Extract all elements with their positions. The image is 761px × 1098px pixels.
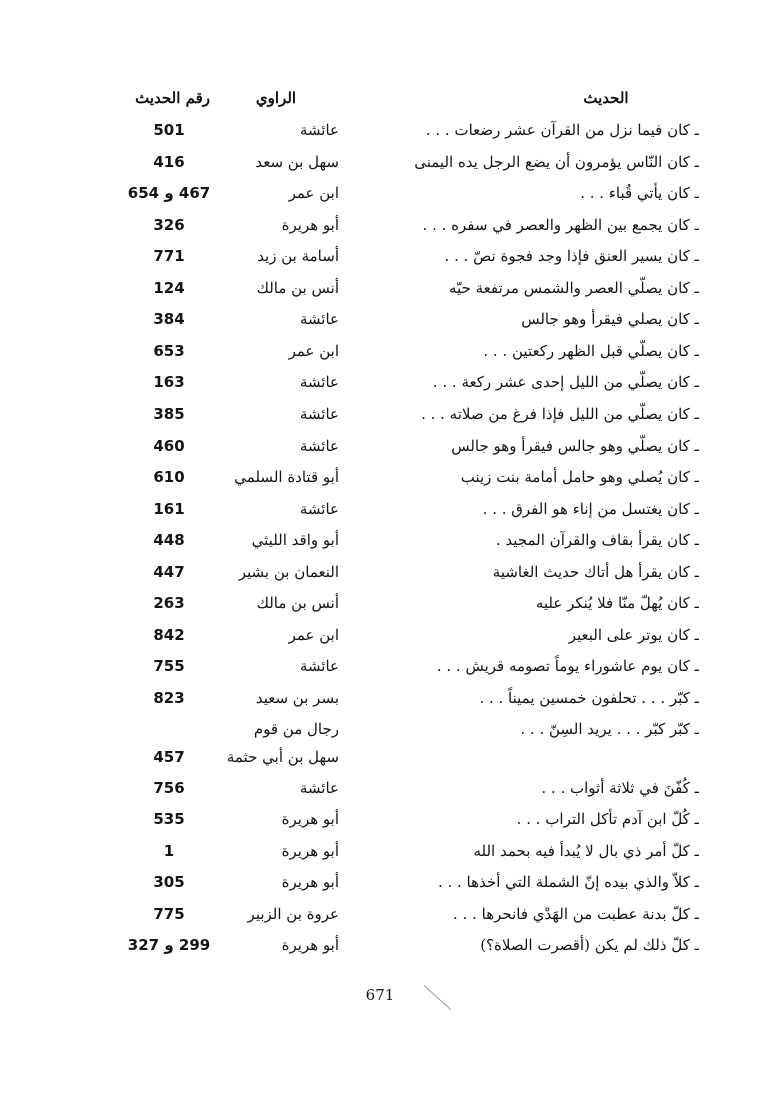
hadith-text: ـ كان يأتي قُباء . . . <box>580 184 699 203</box>
hadith-text: ـ كُلّ ابن آدم تأكل التراب . . . <box>516 810 699 829</box>
table-row <box>0 211 761 239</box>
hadith-text: ـ كان يصلّي من الليل فإذا فرغ من صلاته . . . <box>421 405 699 423</box>
narrator-name: أبو هريرة <box>281 873 339 892</box>
hadith-text: ـ كُفّنَ في ثلاثة أثواب . . . <box>541 778 699 797</box>
hadith-number: 1 <box>163 841 175 860</box>
hadith-number: 755 <box>153 657 185 676</box>
table-row <box>0 526 761 554</box>
hadith-number: 384 <box>153 310 185 329</box>
table-row <box>0 148 761 176</box>
hadith-number: 535 <box>153 810 185 829</box>
hadith-number: 501 <box>153 121 185 139</box>
table-row <box>0 400 761 428</box>
hadith-text: ـ كان يصلّي وهو جالس فيقرأ وهو جالس <box>451 436 699 455</box>
header-narrator: الراوي <box>255 89 297 107</box>
hadith-text: ـ كان يوتر على البعير <box>568 625 699 644</box>
table-row <box>0 652 761 680</box>
narrator-name: أنس بن مالك <box>256 594 339 613</box>
hadith-number: 299 و 327 <box>127 936 211 955</box>
hadith-number: 610 <box>153 468 185 487</box>
narrator-name: ابن عمر <box>288 625 339 644</box>
hadith-text: ـ كبّر . . . تحلفون خمسين يميناً . . . <box>479 688 699 707</box>
hadith-text: ـ كان يغتسل من إناء هو الفرق . . . <box>482 499 699 518</box>
hadith-text: ـ كان يسير العنق فإذا وجد فجوة نصّ . . . <box>444 247 699 266</box>
hadith-text: ـ كان يقرأ هل أتاك حديث الغاشية <box>492 562 699 581</box>
header-hadith: الحديث <box>583 89 629 107</box>
hadith-text: ـ كبّر كبّر . . . يريد السِنّ . . . <box>520 720 699 739</box>
narrator-name: عائشة <box>299 405 339 423</box>
hadith-number: 775 <box>153 904 185 923</box>
narrator-name: عروة بن الزبير <box>247 904 339 923</box>
hadith-text: ـ كلّ ذلك لم يكن (أقصرت الصلاة؟) <box>480 936 699 955</box>
narrator-name: عائشة <box>299 436 339 455</box>
hadith-number: 653 <box>153 341 185 360</box>
hadith-number: 447 <box>153 562 185 581</box>
hadith-text: ـ كلاّ والذي بيده إنّ الشملة التي أخذها . . . <box>437 873 699 892</box>
table-row <box>0 715 761 767</box>
table-row <box>0 621 761 649</box>
narrator-name: أبو هريرة <box>281 215 339 234</box>
hadith-number: 385 <box>153 405 185 423</box>
narrator-name: أبو هريرة <box>281 936 339 955</box>
narrator-name: ابن عمر <box>288 341 339 360</box>
hadith-number: 326 <box>153 215 185 234</box>
hadith-number: 416 <box>153 152 185 171</box>
scan-mark <box>424 985 451 1010</box>
table-row <box>0 305 761 333</box>
hadith-text: ـ كان يقرأ بقاف والقرآن المجيد . <box>495 531 699 550</box>
narrator-name: عائشة <box>299 657 339 676</box>
hadith-text: ـ كان يصلّي العصر والشمس مرتفعة حيّه <box>449 278 699 297</box>
narrator-name: النعمان بن بشير <box>238 562 339 581</box>
table-row <box>0 805 761 833</box>
table-row <box>0 432 761 460</box>
hadith-text: ـ كلّ بدنة عطبت من الهَدْي فانحرها . . . <box>453 904 699 923</box>
hadith-text: ـ كان النّاس يؤمرون أن يضع الرجل يده اليمنى <box>414 152 699 171</box>
table-row <box>0 242 761 270</box>
table-row <box>0 837 761 865</box>
narrator-name: عائشة <box>299 373 339 392</box>
hadith-number: 467 و 654 <box>127 184 211 203</box>
table-row <box>0 179 761 207</box>
hadith-text: ـ كلّ أمر ذي بال لا يُبدأ فيه بحمد الله <box>473 841 699 860</box>
narrator-name: أبو واقد الليثي <box>251 531 339 550</box>
narrator-name: أبو هريرة <box>281 841 339 860</box>
table-row <box>0 274 761 302</box>
hadith-text: ـ كان يوم عاشوراء يوماً تصومه قريش . . . <box>436 657 699 676</box>
narrator-name: أسامة بن زيد <box>257 247 339 266</box>
table-header <box>0 84 761 112</box>
narrator-name: بسر بن سعيد <box>255 688 339 707</box>
table-row <box>0 368 761 396</box>
table-row <box>0 931 761 959</box>
table-row <box>0 774 761 802</box>
hadith-number: 448 <box>153 531 185 550</box>
hadith-number: 460 <box>153 436 185 455</box>
hadith-number: 305 <box>153 873 185 892</box>
hadith-number: 771 <box>153 247 185 266</box>
hadith-number: 457 <box>153 748 185 767</box>
hadith-number: 124 <box>153 278 185 297</box>
table-row <box>0 900 761 928</box>
narrator-name: عائشة <box>299 310 339 329</box>
hadith-text: ـ كان يُصلي وهو حامل أمامة بنت زينب <box>460 468 699 487</box>
hadith-number: 842 <box>153 625 185 644</box>
table-row <box>0 558 761 586</box>
hadith-text: ـ كان يصلّي من الليل إحدى عشر ركعة . . . <box>432 373 699 392</box>
table-row <box>0 337 761 365</box>
page-number: 671 <box>365 986 395 1004</box>
header-number: رقم الحديث <box>135 89 210 107</box>
narrator-name: عائشة <box>299 121 339 139</box>
hadith-text: ـ كان يُهلّ منّا فلا يُنكر عليه <box>535 594 699 613</box>
hadith-number: 756 <box>153 778 185 797</box>
hadith-text: ـ كان فيما نزل من القرآن عشر رضعات . . . <box>425 121 699 139</box>
narrator-name: أنس بن مالك <box>256 278 339 297</box>
table-row <box>0 463 761 491</box>
hadith-number: 823 <box>153 688 185 707</box>
hadith-number: 161 <box>153 499 185 518</box>
table-row <box>0 495 761 523</box>
hadith-text: ـ كان يجمع بين الظهر والعصر في سفره . . . <box>422 215 699 234</box>
table-row <box>0 116 761 144</box>
narrator-name: ابن عمر <box>288 184 339 203</box>
table-row <box>0 868 761 896</box>
narrator-name: رجال من قوم <box>253 720 339 739</box>
table-row <box>0 684 761 712</box>
narrator-name: سهل بن أبي حثمة <box>226 748 339 767</box>
narrator-name: عائشة <box>299 499 339 518</box>
table-row <box>0 589 761 617</box>
hadith-text: ـ كان يصلّي قبل الظهر ركعتين . . . <box>483 341 699 360</box>
narrator-name: سهل بن سعد <box>255 152 339 171</box>
hadith-text: ـ كان يصلي فيقرأ وهو جالس <box>521 310 699 329</box>
hadith-number: 263 <box>153 594 185 613</box>
hadith-number: 163 <box>153 373 185 392</box>
narrator-name: عائشة <box>299 778 339 797</box>
narrator-name: أبو قتادة السلمي <box>234 468 339 487</box>
narrator-name: أبو هريرة <box>281 810 339 829</box>
